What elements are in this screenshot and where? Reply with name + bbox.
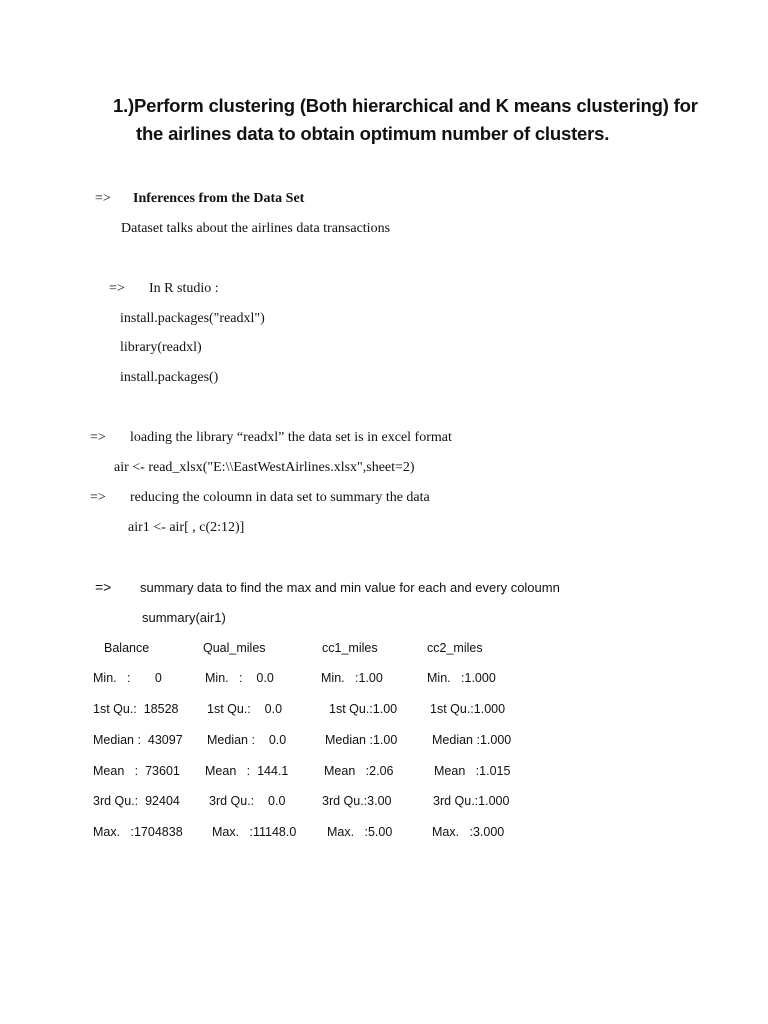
table-cell: Mean :2.06 [324, 764, 394, 778]
table-cell: Min. :1.00 [321, 671, 383, 685]
table-header-qual-miles: Qual_miles [203, 641, 266, 655]
reducing-columns-text: reducing the coloumn in data set to summary the data [130, 490, 430, 505]
table-cell: 1st Qu.:1.000 [430, 702, 506, 716]
table-cell: Mean : 73601 [93, 764, 180, 778]
table-cell: 3rd Qu.: 0.0 [209, 794, 286, 808]
table-cell: 3rd Qu.:3.00 [322, 794, 392, 808]
table-header-balance: Balance [104, 641, 150, 655]
code-line: summary(air1) [142, 610, 226, 625]
table-cell: Median :1.00 [325, 733, 398, 747]
arrow-marker: => [109, 281, 125, 296]
table-cell: 3rd Qu.:1.000 [433, 794, 510, 808]
code-line: air <- read_xlsx("E:\\EastWestAirlines.xlsx",sheet=2) [114, 460, 415, 475]
code-line: library(readxl) [120, 340, 202, 355]
arrow-marker: => [95, 579, 112, 595]
table-cell: Median : 43097 [93, 733, 183, 747]
table-cell: Min. : 0.0 [205, 671, 274, 685]
code-line: air1 <- air[ , c(2:12)] [128, 520, 245, 535]
table-cell: Min. : 0 [93, 671, 162, 685]
table-cell: 1st Qu.: 18528 [93, 702, 179, 716]
arrow-marker: => [90, 490, 106, 505]
summary-description: summary data to find the max and min value for each and every coloumn [140, 580, 560, 595]
table-cell: Mean :1.015 [434, 764, 511, 778]
heading-line-2: the airlines data to obtain optimum number of clusters. [136, 123, 610, 144]
table-cell: Max. :3.000 [432, 825, 505, 839]
arrow-marker: => [95, 191, 111, 206]
table-cell: Mean : 144.1 [205, 764, 289, 778]
arrow-marker: => [90, 430, 106, 445]
table-cell: Max. :5.00 [327, 825, 393, 839]
section-title-inferences: Inferences from the Data Set [133, 191, 305, 206]
loading-library-text: loading the library “readxl” the data set is in excel format [130, 430, 452, 445]
table-cell: 1st Qu.:1.00 [329, 702, 398, 716]
table-cell: Median : 0.0 [207, 733, 287, 747]
table-cell: Median :1.000 [432, 733, 512, 747]
table-cell: Min. :1.000 [427, 671, 496, 685]
table-header-cc2-miles: cc2_miles [427, 641, 483, 655]
table-header-cc1-miles: cc1_miles [322, 641, 378, 655]
heading-line-1: 1.)Perform clustering (Both hierarchical and K means clustering) for [113, 95, 698, 116]
section-title-rstudio: In R studio : [149, 281, 219, 296]
table-cell: 1st Qu.: 0.0 [207, 702, 283, 716]
dataset-description: Dataset talks about the airlines data transactions [121, 221, 391, 236]
table-cell: 3rd Qu.: 92404 [93, 794, 180, 808]
code-line: install.packages() [120, 370, 219, 385]
table-cell: Max. :1704838 [93, 825, 183, 839]
code-line: install.packages("readxl") [120, 311, 265, 326]
table-cell: Max. :11148.0 [212, 825, 297, 839]
